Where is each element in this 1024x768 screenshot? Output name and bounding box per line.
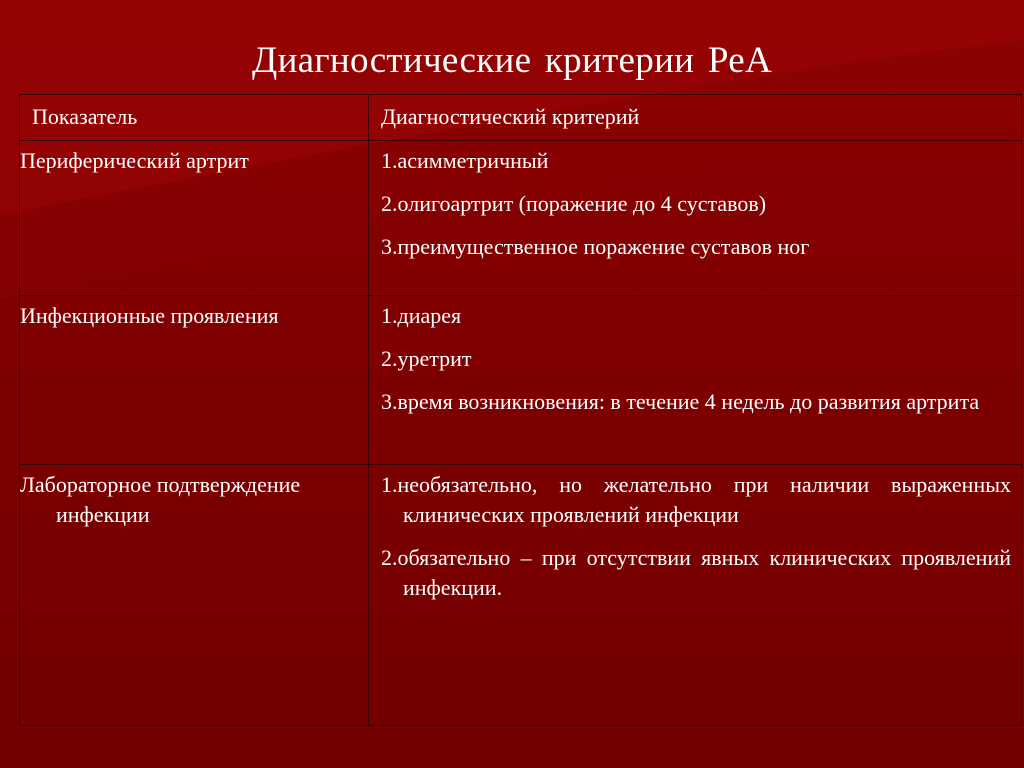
- indicator-text: Инфекционные проявления: [20, 303, 279, 328]
- header-criterion-label: Диагностический критерий: [381, 104, 640, 129]
- criterion-item: 2.уретрит: [381, 346, 472, 371]
- criterion-item: 1.необязательно, но желательно при наличии выраженных клинических проявлений инфекции: [381, 472, 1011, 527]
- criterion-item: 1.диарея: [381, 303, 462, 328]
- header-cell-criterion: [369, 95, 1022, 141]
- indicator-cell: [20, 296, 369, 465]
- criteria-cell: [369, 465, 1022, 726]
- criterion-item: 1.асимметричный: [381, 148, 549, 173]
- indicator-text: Лабораторное подтверждение инфекции: [20, 472, 301, 527]
- table-header-row: [20, 95, 1022, 141]
- criteria-cell: [369, 296, 1022, 465]
- criterion-item: 2.олигоартрит (поражение до 4 суставов): [381, 191, 767, 216]
- header-indicator-label: Показатель: [32, 104, 138, 129]
- criteria-table: [19, 94, 1022, 726]
- table-row: [20, 296, 1022, 465]
- criterion-item: 3.время возникновения: в течение 4 недель до развития артрита: [381, 389, 980, 414]
- slide-title: Диагностические критерии РеА: [252, 40, 772, 81]
- table-row: [20, 141, 1022, 296]
- indicator-text: Периферический артрит: [20, 148, 249, 173]
- indicator-cell: [20, 465, 369, 726]
- criterion-item: 3.преимущественное поражение суставов ног: [381, 234, 810, 259]
- criteria-cell: [369, 141, 1022, 296]
- header-cell-indicator: [20, 95, 369, 141]
- criterion-item: 2.обязательно – при отсутствии явных клинических проявлений инфекции.: [381, 545, 1011, 600]
- table-row: [20, 465, 1022, 726]
- indicator-cell: [20, 141, 369, 296]
